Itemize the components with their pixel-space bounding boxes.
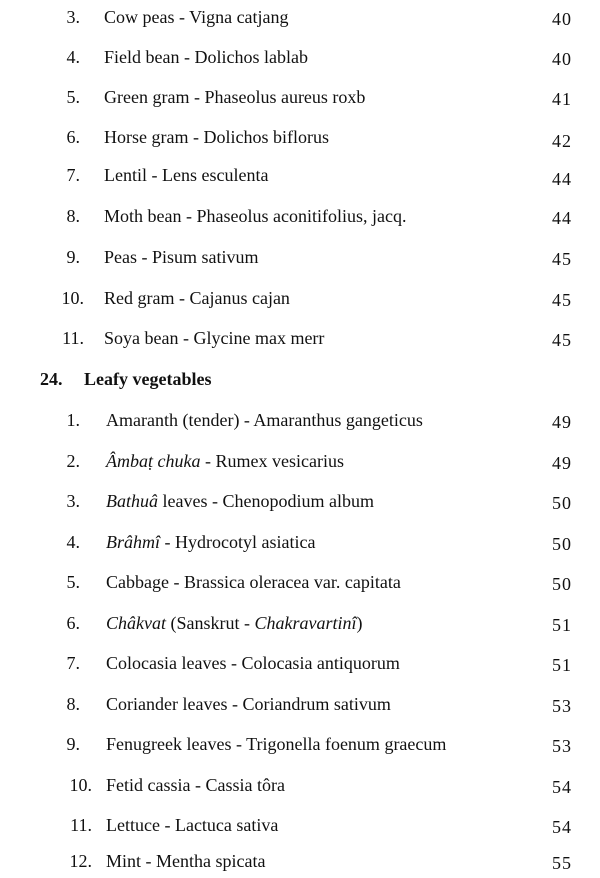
- list-item: [0, 242, 600, 272]
- item-text: Moth bean - Phaseolus aconitifolius, jacq.: [104, 206, 407, 226]
- page-number: 54: [552, 817, 572, 837]
- list-item: [0, 689, 600, 719]
- item-text: Colocasia leaves - Colocasia antiquorum: [106, 653, 400, 673]
- item-text-rest: - Hydrocotyl asiatica: [160, 532, 316, 552]
- item-number: 10.: [61, 288, 84, 308]
- page-number: 54: [552, 777, 572, 797]
- page-number: 42: [552, 131, 572, 151]
- item-number: 3.: [66, 7, 80, 27]
- list-item: [0, 527, 600, 557]
- list-item: [0, 2, 600, 32]
- page-number: 51: [552, 655, 572, 675]
- item-text: Lettuce - Lactuca sativa: [106, 815, 279, 835]
- page-number: 49: [552, 412, 572, 432]
- item-text: Soya bean - Glycine max merr: [104, 328, 325, 348]
- item-italic-term: Bathuâ: [106, 491, 158, 511]
- item-number: 5.: [66, 87, 80, 107]
- page-number: 45: [552, 290, 572, 310]
- item-text: Field bean - Dolichos lablab: [104, 47, 308, 67]
- item-text: Coriander leaves - Coriandrum sativum: [106, 694, 391, 714]
- page-number: 40: [552, 49, 572, 69]
- list-item: [0, 810, 600, 840]
- item-number: 12.: [69, 851, 92, 871]
- item-number: 5.: [66, 572, 80, 592]
- list-item: [0, 846, 600, 876]
- item-italic-term-2: Chakravartinî: [254, 613, 357, 633]
- item-text-rest: leaves - Chenopodium album: [158, 491, 374, 511]
- item-number: 10.: [69, 775, 92, 795]
- list-item: [0, 122, 600, 152]
- item-italic-term: Châkvat: [106, 613, 166, 633]
- page-number: 50: [552, 534, 572, 554]
- page-number: 41: [552, 89, 572, 109]
- page-number: 49: [552, 453, 572, 473]
- item-text: Cow peas - Vigna catjang: [104, 7, 289, 27]
- section-number: 24.: [40, 369, 63, 389]
- item-number: 2.: [66, 451, 80, 471]
- item-number: 1.: [66, 410, 80, 430]
- item-number: 6.: [66, 127, 80, 147]
- list-item: [0, 770, 600, 800]
- list-item: [0, 201, 600, 231]
- item-number: 4.: [66, 47, 80, 67]
- item-number: 11.: [70, 815, 92, 835]
- item-number: 6.: [66, 613, 80, 633]
- item-text: Green gram - Phaseolus aureus roxb: [104, 87, 366, 107]
- item-number: 11.: [62, 328, 84, 348]
- page-number: 44: [552, 169, 572, 189]
- item-number: 8.: [66, 206, 80, 226]
- item-italic-term: Âmbaṭ chuka: [106, 451, 201, 471]
- item-text-rest: - Rumex vesicarius: [200, 451, 344, 471]
- item-text: Horse gram - Dolichos biflorus: [104, 127, 329, 147]
- page-number: 50: [552, 493, 572, 513]
- list-item: [0, 323, 600, 353]
- page-number: 53: [552, 736, 572, 756]
- item-text: Mint - Mentha spicata: [106, 851, 266, 871]
- list-item: [0, 405, 600, 435]
- page-number: 53: [552, 696, 572, 716]
- item-text: [106, 486, 374, 516]
- item-text: Lentil - Lens esculenta: [104, 165, 269, 185]
- item-text: Amaranth (tender) - Amaranthus gangeticus: [106, 410, 423, 430]
- item-number: 7.: [66, 653, 80, 673]
- item-text: [106, 608, 363, 638]
- section-title: Leafy vegetables: [84, 369, 212, 389]
- item-text-close: ): [356, 613, 363, 633]
- list-item: [0, 160, 600, 190]
- item-number: 3.: [66, 491, 80, 511]
- list-item: [0, 608, 600, 638]
- item-number: 8.: [66, 694, 80, 714]
- item-text: Red gram - Cajanus cajan: [104, 288, 290, 308]
- item-italic-term: Brâhmî: [106, 532, 160, 552]
- list-item: [0, 486, 600, 516]
- item-number: 7.: [66, 165, 80, 185]
- list-item: [0, 446, 600, 476]
- section-heading: [0, 364, 600, 394]
- item-text-rest: (Sanskrut -: [166, 613, 255, 633]
- page-number: 50: [552, 574, 572, 594]
- page-number: 44: [552, 208, 572, 228]
- list-item: [0, 82, 600, 112]
- item-text: [106, 446, 344, 476]
- item-text: Peas - Pisum sativum: [104, 247, 259, 267]
- list-item: [0, 42, 600, 72]
- list-item: [0, 648, 600, 678]
- page-number: 45: [552, 249, 572, 269]
- item-text: Fetid cassia - Cassia tôra: [106, 775, 285, 795]
- item-text: [106, 527, 315, 557]
- page-number: 45: [552, 330, 572, 350]
- item-text: Fenugreek leaves - Trigonella foenum graecum: [106, 734, 447, 754]
- page-number: 51: [552, 615, 572, 635]
- list-item: [0, 729, 600, 759]
- item-number: 4.: [66, 532, 80, 552]
- list-item: [0, 567, 600, 597]
- page-number: 55: [552, 853, 572, 873]
- page-number: 40: [552, 9, 572, 29]
- item-number: 9.: [66, 734, 80, 754]
- list-item: [0, 283, 600, 313]
- item-number: 9.: [66, 247, 80, 267]
- item-text: Cabbage - Brassica oleracea var. capitata: [106, 572, 401, 592]
